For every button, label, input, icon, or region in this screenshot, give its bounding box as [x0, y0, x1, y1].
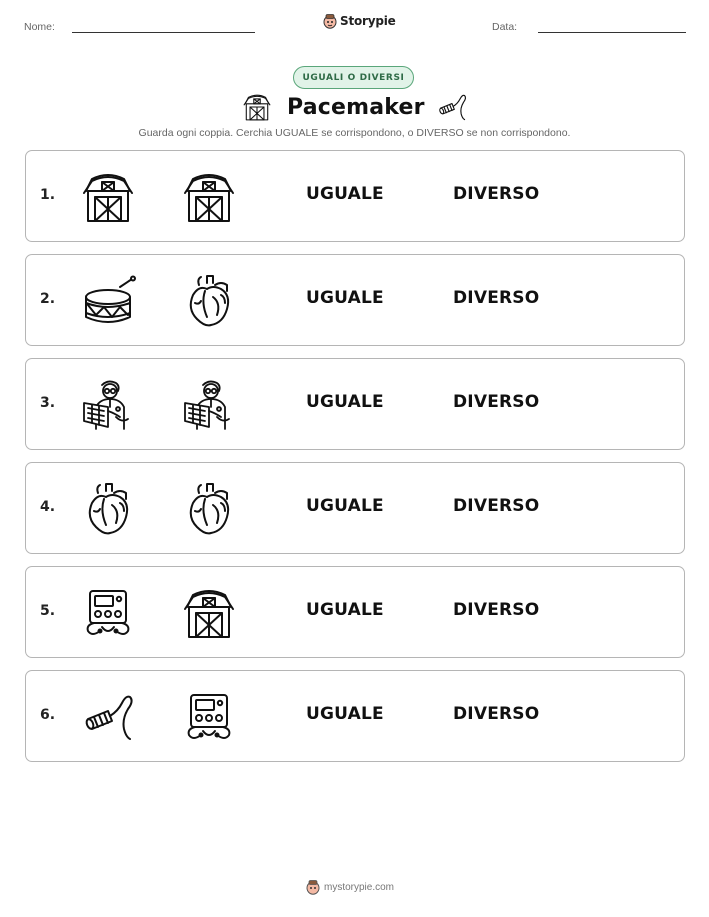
barn-icon [242, 92, 272, 126]
heart-icon [181, 481, 237, 537]
row-number: 3. [40, 395, 56, 411]
storypie-mascot-icon [306, 879, 320, 895]
barn-icon [181, 169, 237, 225]
heart-icon [181, 273, 237, 329]
barn-icon [80, 169, 136, 225]
different-choice[interactable]: DIVERSO [453, 392, 540, 412]
pair-row-4 [25, 462, 685, 554]
pair-row-5 [25, 566, 685, 658]
same-choice[interactable]: UGUALE [306, 496, 384, 516]
different-choice[interactable]: DIVERSO [453, 496, 540, 516]
page-title: Pacemaker [287, 95, 425, 120]
pair-row-2 [25, 254, 685, 346]
barn-icon [181, 585, 237, 641]
footer [306, 879, 394, 895]
instructions: Guarda ogni coppia. Cerchia UGUALE se corrispondono, o DIVERSO se non corrispondono. [138, 127, 571, 139]
different-choice[interactable]: DIVERSO [453, 184, 540, 204]
row-number: 5. [40, 603, 56, 619]
wire-lead-icon [436, 91, 468, 127]
different-choice[interactable]: DIVERSO [453, 600, 540, 620]
brand-logo [323, 13, 396, 29]
row-number: 2. [40, 291, 56, 307]
storypie-mascot-icon [323, 13, 337, 29]
same-choice[interactable]: UGUALE [306, 704, 384, 724]
name-label: Nome: [24, 21, 55, 33]
footer-site[interactable]: mystorypie.com [324, 881, 395, 893]
pair-row-1 [25, 150, 685, 242]
pacemaker-device-icon [181, 689, 237, 745]
same-choice[interactable]: UGUALE [306, 392, 384, 412]
date-label: Data: [492, 21, 518, 33]
drum-icon [80, 273, 136, 329]
same-choice[interactable]: UGUALE [306, 288, 384, 308]
doctor-icon [80, 377, 136, 433]
different-choice[interactable]: DIVERSO [453, 288, 540, 308]
row-number: 4. [40, 499, 56, 515]
pair-row-6 [25, 670, 685, 762]
heart-icon [80, 481, 136, 537]
date-field-line[interactable] [538, 32, 686, 33]
wire-lead-icon [80, 689, 136, 745]
brand-name: Storypie [340, 14, 396, 28]
row-number: 1. [40, 187, 56, 203]
pair-row-3 [25, 358, 685, 450]
worksheet-type-badge: UGUALI O DIVERSI [293, 66, 414, 89]
pacemaker-device-icon [80, 585, 136, 641]
title-row [0, 91, 709, 125]
same-choice[interactable]: UGUALE [306, 600, 384, 620]
different-choice[interactable]: DIVERSO [453, 704, 540, 724]
same-choice[interactable]: UGUALE [306, 184, 384, 204]
doctor-icon [181, 377, 237, 433]
name-field-line[interactable] [72, 32, 255, 33]
row-number: 6. [40, 707, 56, 723]
